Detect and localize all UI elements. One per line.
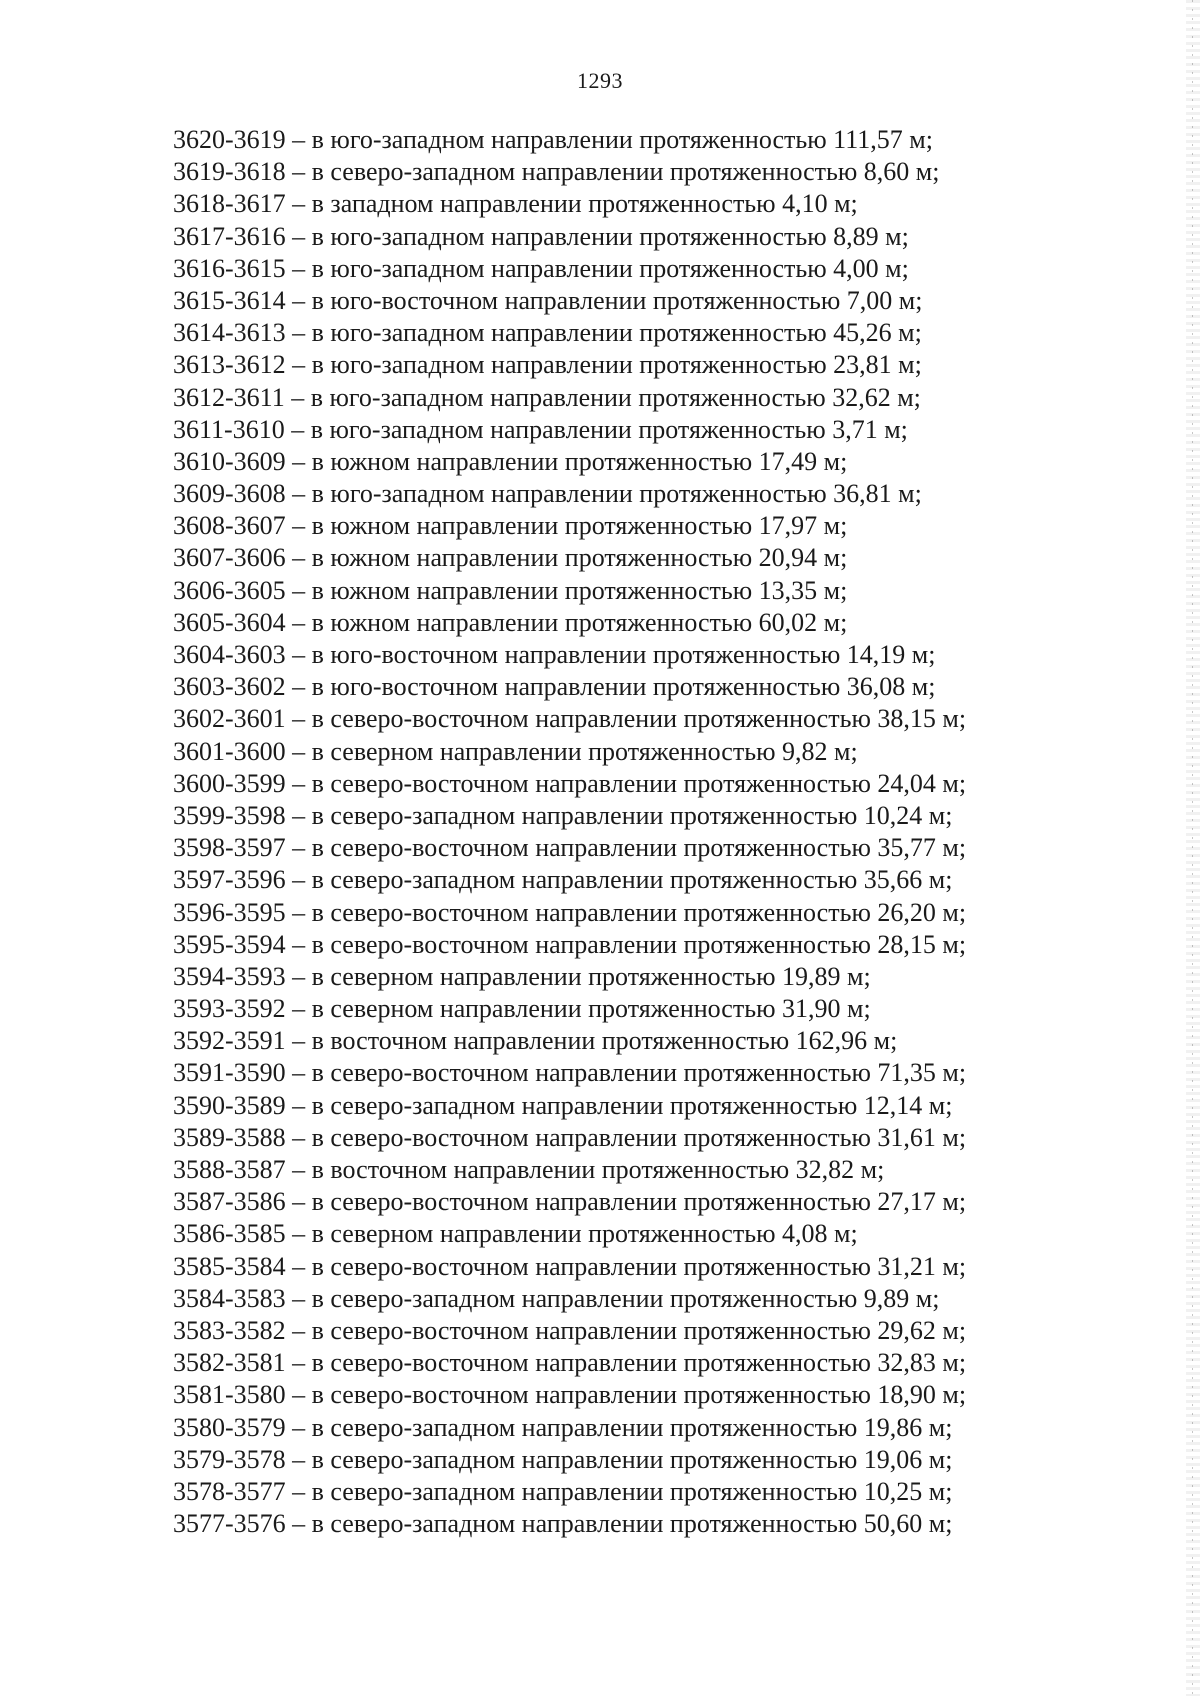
boundary-segment-line: 3593-3592 – в северном направлении протяженностью 31,90 м; xyxy=(173,994,871,1024)
boundary-segment-line: 3608-3607 – в южном направлении протяженностью 17,97 м; xyxy=(173,511,848,541)
boundary-segment-line: 3587-3586 – в северо-восточном направлении протяженностью 27,17 м; xyxy=(173,1187,967,1217)
boundary-segment-line: 3603-3602 – в юго-восточном направлении протяженностью 36,08 м; xyxy=(173,672,936,702)
boundary-segment-line: 3620-3619 – в юго-западном направлении протяженностью 111,57 м; xyxy=(173,125,933,154)
boundary-segment-line: 3579-3578 – в северо-западном направлении протяженностью 19,06 м; xyxy=(173,1444,953,1474)
boundary-segment-line: 3588-3587 – в восточном направлении протяженностью 32,82 м; xyxy=(173,1155,885,1184)
boundary-segment-line: 3578-3577 – в северо-западном направлении протяженностью 10,25 м; xyxy=(173,1476,953,1506)
boundary-segment-line: 3611-3610 – в юго-западном направлении протяженностью 3,71 м; xyxy=(173,414,908,444)
page-number: 1293 xyxy=(577,68,623,93)
boundary-segment-line: 3590-3589 – в северо-западном направлении протяженностью 12,14 м; xyxy=(173,1090,953,1120)
boundary-segment-line: 3618-3617 – в западном направлении протяженностью 4,10 м; xyxy=(173,189,858,219)
boundary-segment-line: 3614-3613 – в юго-западном направлении протяженностью 45,26 м; xyxy=(173,318,922,348)
boundary-segment-line: 3577-3576 – в северо-западном направлении протяженностью 50,60 м; xyxy=(173,1509,953,1539)
boundary-segment-line: 3609-3608 – в юго-западном направлении протяженностью 36,81 м; xyxy=(173,479,922,509)
boundary-segment-line: 3612-3611 – в юго-западном направлении протяженностью 32,62 м; xyxy=(173,382,921,412)
boundary-segment-line: 3606-3605 – в южном направлении протяженностью 13,35 м; xyxy=(173,575,848,605)
boundary-segment-line: 3597-3596 – в северо-западном направлении протяженностью 35,66 м; xyxy=(173,865,953,895)
boundary-segment-list xyxy=(173,124,1073,1540)
scan-edge-artifact xyxy=(1186,0,1200,1696)
boundary-segment-line: 3596-3595 – в северо-восточном направлении протяженностью 26,20 м; xyxy=(173,897,967,927)
boundary-segment-line: 3613-3612 – в юго-западном направлении протяженностью 23,81 м; xyxy=(173,350,922,380)
boundary-segment-line: 3607-3606 – в южном направлении протяженностью 20,94 м; xyxy=(173,543,848,573)
boundary-segment-line: 3619-3618 – в северо-западном направлении протяженностью 8,60 м; xyxy=(173,157,940,187)
boundary-segment-line: 3599-3598 – в северо-западном направлении протяженностью 10,24 м; xyxy=(173,800,953,830)
boundary-segment-line: 3583-3582 – в северо-восточном направлении протяженностью 29,62 м; xyxy=(173,1315,967,1345)
boundary-segment-line: 3604-3603 – в юго-восточном направлении протяженностью 14,19 м; xyxy=(173,640,936,669)
boundary-segment-line: 3605-3604 – в южном направлении протяженностью 60,02 м; xyxy=(173,607,848,637)
boundary-segment-line: 3580-3579 – в северо-западном направлении протяженностью 19,86 м; xyxy=(173,1412,953,1442)
boundary-segment-line: 3594-3593 – в северном направлении протяженностью 19,89 м; xyxy=(173,961,871,991)
boundary-segment-line: 3584-3583 – в северо-западном направлении протяженностью 9,89 м; xyxy=(173,1283,940,1313)
boundary-segment-line: 3589-3588 – в северо-восточном направлении протяженностью 31,61 м; xyxy=(173,1122,967,1152)
boundary-segment-line: 3617-3616 – в юго-западном направлении протяженностью 8,89 м; xyxy=(173,221,909,251)
boundary-segment-line: 3600-3599 – в северо-восточном направлении протяженностью 24,04 м; xyxy=(173,768,967,798)
boundary-segment-line: 3615-3614 – в юго-восточном направлении протяженностью 7,00 м; xyxy=(173,285,923,315)
boundary-segment-line: 3616-3615 – в юго-западном направлении протяженностью 4,00 м; xyxy=(173,253,909,283)
boundary-segment-line: 3602-3601 – в северо-восточном направлении протяженностью 38,15 м; xyxy=(173,704,967,734)
boundary-segment-line: 3591-3590 – в северо-восточном направлении протяженностью 71,35 м; xyxy=(173,1058,967,1088)
boundary-segment-line: 3610-3609 – в южном направлении протяженностью 17,49 м; xyxy=(173,446,848,476)
boundary-segment-line: 3598-3597 – в северо-восточном направлении протяженностью 35,77 м; xyxy=(173,833,967,863)
boundary-segment-line: 3585-3584 – в северо-восточном направлении протяженностью 31,21 м; xyxy=(173,1251,967,1281)
boundary-segment-line: 3586-3585 – в северном направлении протяженностью 4,08 м; xyxy=(173,1219,858,1249)
boundary-segment-line: 3581-3580 – в северо-восточном направлении протяженностью 18,90 м; xyxy=(173,1380,967,1410)
boundary-segment-line: 3592-3591 – в восточном направлении протяженностью 162,96 м; xyxy=(173,1026,898,1056)
boundary-segment-line: 3595-3594 – в северо-восточном направлении протяженностью 28,15 м; xyxy=(173,929,967,959)
boundary-segment-line: 3582-3581 – в северо-восточном направлении протяженностью 32,83 м; xyxy=(173,1348,967,1378)
boundary-segment-line: 3601-3600 – в северном направлении протяженностью 9,82 м; xyxy=(173,736,858,766)
